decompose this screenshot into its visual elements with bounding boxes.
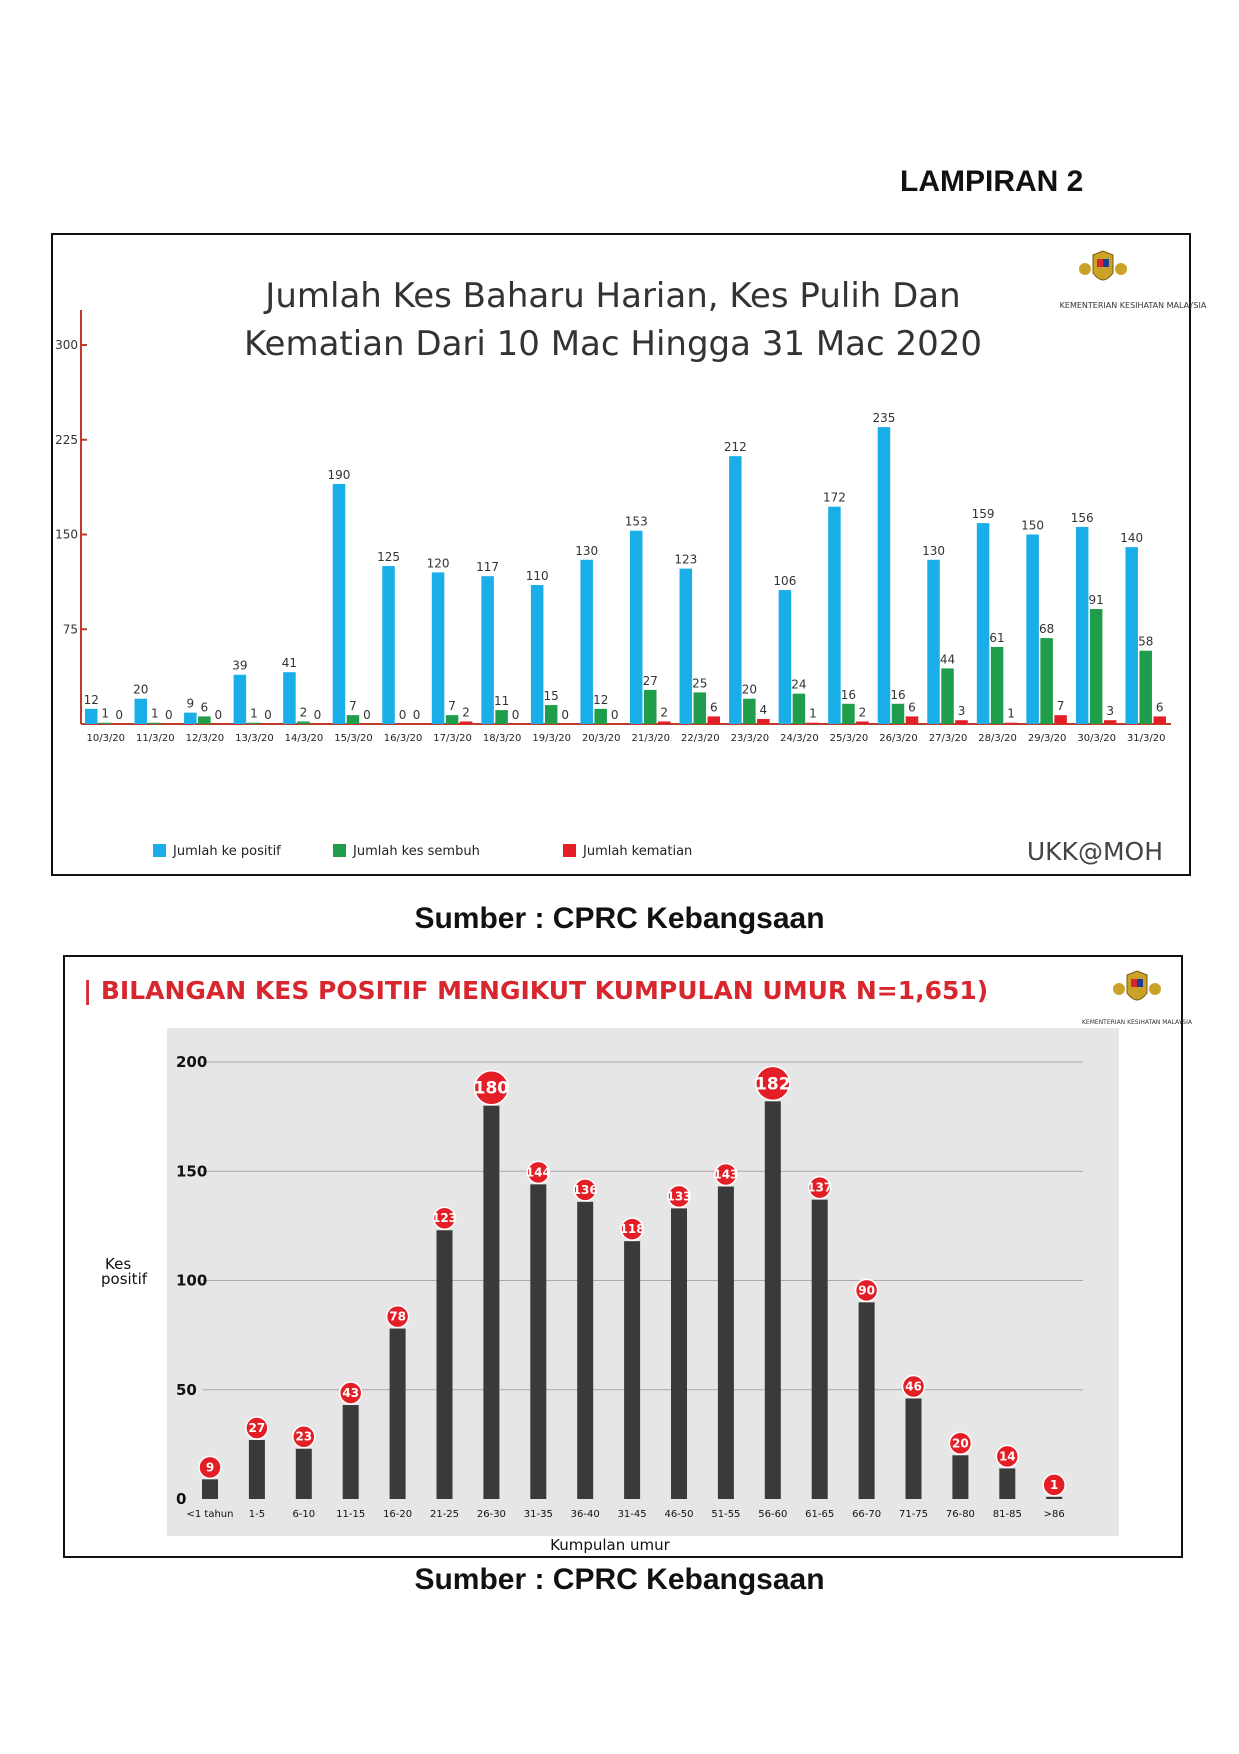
x-tick-label: 19/3/20: [532, 733, 571, 744]
bar: [941, 668, 954, 724]
x-tick-label: 16/3/20: [383, 733, 423, 744]
data-label: 123: [674, 552, 698, 567]
bar: [483, 1106, 499, 1499]
data-label: 15: [543, 689, 559, 704]
data-label: 172: [822, 490, 846, 505]
legend-swatch: [333, 844, 346, 857]
y-axis: [55, 310, 1171, 724]
y-tick-label: 225: [55, 432, 78, 447]
x-tick-label: 81-85: [992, 1509, 1022, 1520]
y-tick-label: 0: [176, 1490, 187, 1508]
x-tick-label: 11/3/20: [136, 733, 175, 744]
bar: [644, 690, 657, 724]
x-tick-label: 12/3/20: [185, 733, 225, 744]
data-label: 58: [1138, 634, 1154, 649]
data-label: 6: [200, 700, 209, 715]
x-tick-label: 26-30: [476, 1509, 506, 1520]
bar: [580, 560, 593, 724]
data-label: 6: [908, 700, 916, 715]
x-tick-label: 23/3/20: [730, 733, 770, 744]
bar: [202, 1479, 218, 1499]
data-label: 0: [412, 708, 421, 722]
bar: [545, 705, 558, 724]
bar: [283, 672, 296, 724]
x-tick-label: 18/3/20: [482, 733, 522, 744]
data-label: 1: [809, 706, 817, 721]
data-label: 110: [525, 569, 549, 584]
data-label: 0: [164, 708, 173, 722]
watermark: UKK@MOH: [1026, 837, 1163, 866]
legend-label: Jumlah kematian: [583, 844, 693, 859]
ministry-name: KEMENTERIAN KESIHATAN MALAYSIA: [1059, 301, 1207, 310]
x-tick-label: 10/3/20: [86, 733, 126, 744]
data-label: 91: [1088, 593, 1104, 608]
bar: [892, 704, 905, 724]
data-label: 16: [840, 687, 857, 702]
data-label: 2: [858, 705, 867, 720]
bar: [135, 699, 148, 724]
bar: [296, 1449, 312, 1499]
data-label: 27: [642, 673, 658, 688]
ministry-name: KEMENTERIAN KESIHATAN MALAYSIA: [1082, 1019, 1192, 1026]
value-label: 14: [998, 1449, 1016, 1464]
data-label: 12: [593, 692, 609, 707]
bar: [878, 427, 891, 724]
ministry-logo: [1079, 251, 1127, 280]
x-tick-label: <1 tahun: [186, 1509, 234, 1520]
x-tick-label: 26/3/20: [879, 733, 918, 744]
data-label: 140: [1120, 531, 1144, 546]
bar: [708, 716, 721, 724]
value-label: 143: [713, 1167, 739, 1182]
bar: [437, 1230, 453, 1499]
bar: [1104, 720, 1117, 724]
data-label: 39: [232, 658, 248, 673]
bar: [343, 1405, 359, 1499]
bar: [248, 723, 260, 724]
bar: [859, 1302, 875, 1499]
bar: [743, 699, 756, 724]
bar: [991, 647, 1004, 724]
x-tick-label: 51-55: [711, 1509, 741, 1520]
y-tick-label: 100: [176, 1271, 208, 1290]
chart2-source: Sumber : CPRC Kebangsaan: [414, 1563, 825, 1596]
data-label: 1: [150, 706, 159, 721]
bar: [577, 1202, 593, 1499]
chart1-source: Sumber : CPRC Kebangsaan: [414, 902, 825, 935]
bar: [85, 709, 98, 724]
daily-cases-chart: [53, 235, 1207, 874]
value-label: 27: [248, 1421, 266, 1436]
legend-label: Jumlah kes sembuh: [353, 844, 480, 859]
bar: [198, 716, 211, 724]
data-label: 11: [493, 694, 510, 709]
x-tick-label: 28/3/20: [978, 733, 1017, 744]
bar: [249, 1440, 265, 1499]
bar: [446, 715, 459, 724]
bar: [757, 719, 770, 724]
bar: [729, 456, 742, 724]
bar: [765, 1101, 781, 1499]
data-label: 0: [398, 708, 407, 722]
bar: [1076, 527, 1089, 724]
legend-swatch: [563, 844, 576, 857]
bar: [718, 1187, 734, 1499]
data-label: 153: [624, 514, 648, 529]
data-label: 1: [250, 706, 258, 721]
bar: [530, 1184, 546, 1499]
bar: [793, 694, 806, 724]
bar: [779, 590, 792, 724]
x-tick-label: 21/3/20: [631, 733, 671, 744]
data-label: 0: [264, 708, 272, 722]
data-label: 7: [349, 699, 357, 714]
data-label: 24: [791, 677, 807, 692]
data-label: 190: [327, 467, 351, 482]
data-label: 106: [773, 574, 797, 589]
y-tick-label: 300: [55, 338, 78, 352]
data-label: 9: [186, 696, 195, 711]
data-label: 2: [660, 705, 669, 720]
data-label: 130: [922, 543, 945, 558]
data-label: 1: [1007, 706, 1015, 721]
data-label: 120: [426, 556, 450, 571]
y-axis-label-line-1: Kes: [105, 1255, 132, 1273]
value-label: 20: [952, 1436, 969, 1451]
y-tick-label: 150: [55, 527, 78, 542]
x-tick-label: 27/3/20: [928, 733, 968, 744]
bar: [234, 675, 247, 724]
data-label: 0: [214, 708, 223, 722]
legend: [153, 844, 692, 859]
bar: [1026, 535, 1039, 725]
data-label: 156: [1070, 510, 1094, 525]
bar: [460, 721, 473, 724]
bar: [481, 576, 494, 724]
bar: [828, 507, 841, 724]
data-label: 1: [101, 706, 110, 721]
data-label: 0: [511, 708, 520, 722]
data-label: 7: [1056, 699, 1065, 714]
x-tick-label: 31-45: [617, 1509, 647, 1520]
data-label: 0: [313, 708, 322, 722]
y-axis-label-line-2: positif: [101, 1270, 148, 1288]
bar: [955, 720, 968, 724]
data-label: 0: [561, 708, 569, 722]
data-label: 12: [83, 692, 99, 707]
x-tick-label: 61-65: [805, 1509, 835, 1520]
y-tick-label: 150: [176, 1162, 208, 1181]
data-label: 159: [971, 507, 995, 522]
x-tick-label: 46-50: [664, 1509, 694, 1520]
bar: [807, 723, 820, 724]
bar: [680, 569, 693, 724]
data-label: 44: [939, 652, 956, 667]
x-tick-label: 6-10: [292, 1509, 316, 1520]
x-tick-label: 56-60: [758, 1509, 788, 1520]
bar: [842, 704, 855, 724]
bar: [432, 572, 445, 724]
bar: [977, 523, 990, 724]
value-label: 9: [205, 1460, 215, 1475]
age-group-chart-panel: [63, 955, 1192, 1558]
data-label: 7: [448, 699, 456, 714]
bar: [1054, 715, 1067, 724]
bar: [333, 484, 346, 724]
data-label: 0: [115, 708, 124, 722]
x-tick-label: 30/3/20: [1077, 733, 1116, 744]
data-label: 2: [462, 705, 470, 720]
bar: [531, 585, 544, 724]
data-label: 68: [1038, 622, 1055, 637]
bar: [906, 1398, 922, 1499]
x-tick-label: 22/3/20: [681, 733, 720, 744]
data-label: 20: [133, 682, 149, 697]
x-tick-label: 36-40: [570, 1509, 600, 1520]
x-tick-label: 16-20: [383, 1509, 413, 1520]
chart-title-line-1: Jumlah Kes Baharu Harian, Kes Pulih Dan: [265, 276, 961, 316]
y-tick-label: 50: [176, 1380, 197, 1399]
x-tick-label: >86: [1043, 1509, 1065, 1520]
value-label: 43: [342, 1386, 360, 1401]
bar: [1040, 638, 1053, 724]
x-tick-label: 17/3/20: [433, 733, 472, 744]
bar: [347, 715, 360, 724]
x-tick-label: 24/3/20: [780, 733, 819, 744]
value-label: 23: [295, 1429, 313, 1444]
bar: [382, 566, 395, 724]
x-tick-label: 66-70: [852, 1509, 882, 1520]
x-tick-label: 14/3/20: [284, 733, 324, 744]
bar: [999, 1468, 1015, 1499]
legend-swatch: [153, 844, 166, 857]
value-label: 136: [572, 1182, 598, 1197]
x-tick-label: 20/3/20: [581, 733, 621, 744]
data-label: 235: [872, 411, 896, 426]
data-label: 150: [1021, 518, 1045, 533]
data-label: 117: [476, 560, 500, 575]
value-label: 118: [619, 1222, 645, 1237]
bars: [85, 427, 1166, 724]
x-tick-label: 25/3/20: [829, 733, 869, 744]
bar: [812, 1200, 828, 1499]
data-label: 6: [709, 700, 718, 715]
x-axis-label: Kumpulan umur: [550, 1536, 670, 1554]
value-label: 90: [858, 1283, 875, 1298]
age-group-chart: [65, 957, 1192, 1556]
chart-title-line-2: Kematian Dari 10 Mac Hingga 31 Mac 2020: [243, 324, 983, 364]
value-label: 137: [807, 1180, 833, 1195]
bar: [1153, 716, 1166, 724]
data-label: 0: [610, 708, 619, 722]
value-label: 180: [473, 1078, 510, 1099]
x-tick-label: 15/3/20: [334, 733, 373, 744]
x-tick-label: 71-75: [898, 1509, 929, 1520]
bar: [671, 1208, 687, 1499]
data-label: 125: [377, 550, 400, 565]
value-label: 46: [905, 1379, 922, 1394]
bar: [694, 692, 707, 724]
bar: [1005, 723, 1018, 724]
x-tick-label: 29/3/20: [1027, 733, 1067, 744]
value-label: 144: [525, 1165, 551, 1180]
x-tick-labels: [86, 733, 1165, 744]
data-label: 0: [363, 708, 371, 722]
bar: [390, 1329, 406, 1499]
value-label: 123: [431, 1211, 458, 1226]
x-tick-label: 31/3/20: [1126, 733, 1166, 744]
value-label: 1: [1050, 1477, 1059, 1492]
daily-cases-chart-panel: [51, 233, 1207, 876]
x-tick-label: 13/3/20: [235, 733, 274, 744]
data-label: 6: [1155, 700, 1164, 715]
value-label: 78: [389, 1309, 406, 1324]
data-label: 41: [281, 656, 298, 671]
bar: [927, 560, 940, 724]
value-label: 133: [666, 1189, 692, 1204]
data-label: 25: [692, 676, 708, 691]
x-tick-label: 1-5: [248, 1509, 266, 1520]
bar: [1125, 547, 1138, 724]
legend-label: Jumlah ke positif: [173, 844, 281, 859]
bar: [624, 1241, 640, 1499]
bar: [906, 716, 919, 724]
data-label: 61: [989, 630, 1005, 645]
bar: [952, 1455, 968, 1499]
data-label: 3: [957, 704, 966, 719]
bar: [1090, 609, 1103, 724]
bar: [297, 721, 310, 724]
bar: [594, 709, 607, 724]
data-label: 3: [1106, 704, 1114, 719]
x-tick-label: 76-80: [945, 1509, 975, 1520]
ministry-logo: [1113, 971, 1161, 1000]
chart-title: | BILANGAN KES POSITIF MENGIKUT KUMPULAN UMUR N=1,651): [83, 976, 989, 1005]
bar: [658, 721, 671, 724]
x-tick-label: 31-35: [523, 1509, 553, 1520]
bar: [184, 713, 197, 724]
bar: [1139, 651, 1152, 724]
data-label: 212: [723, 440, 747, 455]
data-label: 4: [759, 702, 768, 717]
y-tick-label: 75: [62, 622, 78, 637]
x-tick-label: 11-15: [336, 1509, 366, 1520]
x-tick-label: 21-25: [429, 1509, 460, 1520]
attachment-label: LAMPIRAN 2: [900, 165, 1084, 198]
y-tick-label: 200: [176, 1053, 208, 1071]
bar: [856, 721, 869, 724]
value-label: 182: [755, 1074, 791, 1095]
bar: [99, 723, 112, 724]
bar: [1046, 1497, 1062, 1499]
bar: [149, 723, 162, 724]
data-label: 20: [741, 682, 757, 697]
bar: [630, 531, 643, 724]
data-label: 16: [890, 687, 906, 702]
bar: [495, 710, 508, 724]
data-label: 2: [299, 705, 308, 720]
data-label: 130: [575, 543, 599, 558]
